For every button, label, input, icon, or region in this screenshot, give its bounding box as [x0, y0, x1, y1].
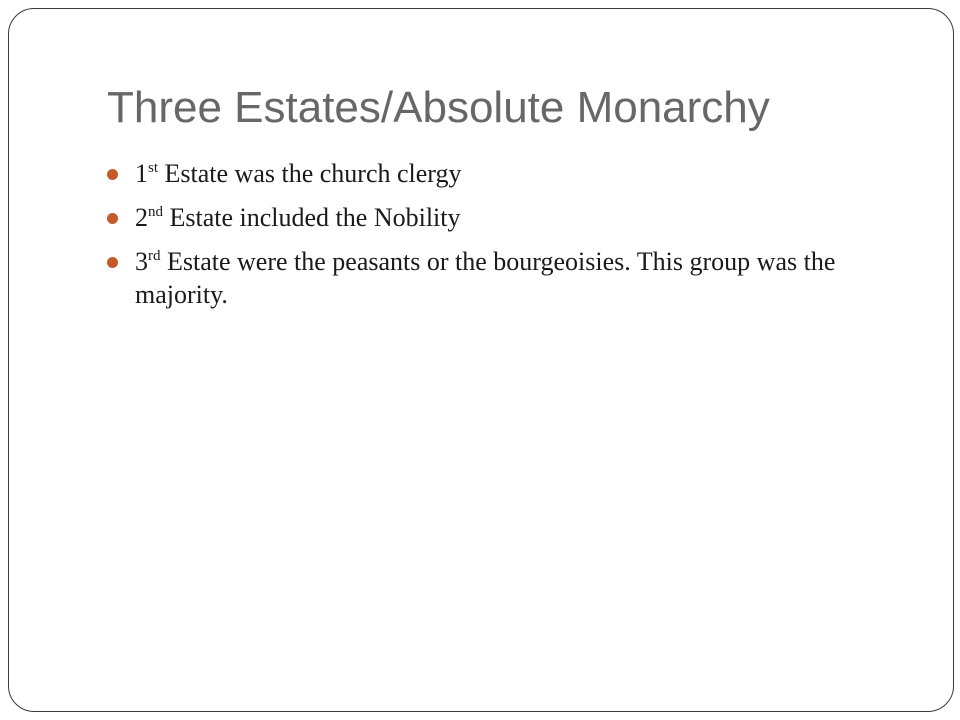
bullet-list [107, 157, 897, 311]
bullet-dot-icon [107, 213, 118, 224]
ordinal [135, 247, 161, 276]
ordinal [135, 203, 163, 232]
bullet-first-estate [107, 157, 897, 190]
ordinal-suffix: nd [148, 204, 163, 220]
ordinal-suffix: rd [148, 248, 161, 264]
bullet-second-estate [107, 201, 897, 234]
ordinal-number: 2 [135, 203, 148, 232]
ordinal-number: 1 [135, 159, 148, 188]
bullet-dot-icon [107, 169, 118, 180]
ordinal-suffix: st [148, 160, 159, 176]
bullet-text: Estate was the church clergy [164, 159, 462, 188]
bullet-third-estate [107, 245, 897, 311]
slide-title: Three Estates/Absolute Monarchy [107, 83, 770, 132]
bullet-dot-icon [107, 257, 118, 268]
bullet-text: Estate were the peasants or the bourgeoisies. This group was the majority. [135, 247, 836, 309]
ordinal [135, 159, 158, 188]
bullet-text: Estate included the Nobility [169, 203, 461, 232]
ordinal-number: 3 [135, 247, 148, 276]
